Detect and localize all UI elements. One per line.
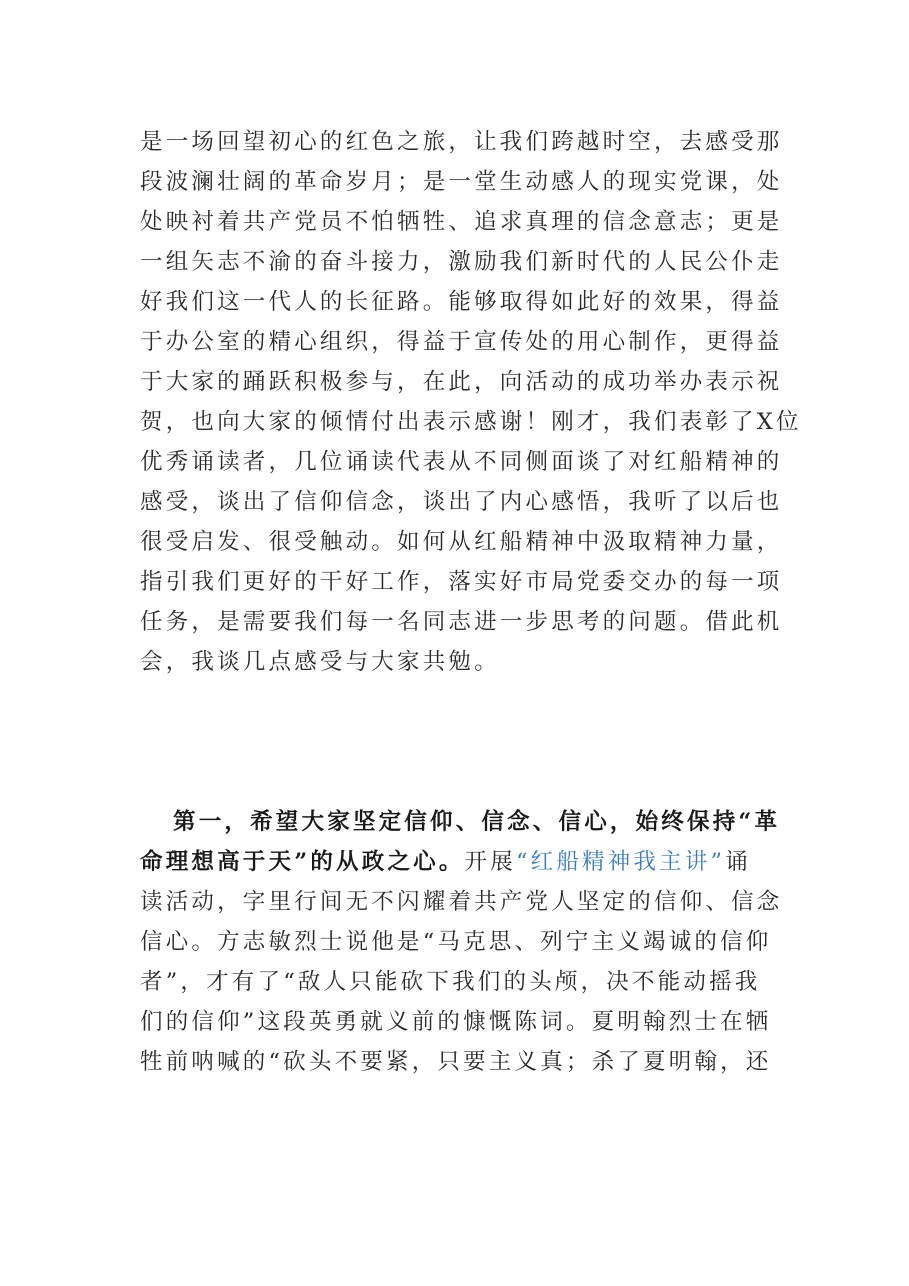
activity-link[interactable]: “红船精神我主讲” bbox=[515, 849, 726, 875]
paragraph-line: 好我们这一代人的长征路。能够取得如此好的效果，得益 bbox=[140, 289, 783, 315]
paragraph-2 bbox=[140, 802, 783, 1082]
paragraph-line: 读活动，字里行间无不闪耀着共产党人坚定的信仰、信念 bbox=[140, 889, 783, 915]
paragraph-line: 一组矢志不渝的奋斗接力，激励我们新时代的人民公仆走 bbox=[140, 249, 783, 275]
paragraph-line: 于办公室的精心组织，得益于宣传处的用心制作，更得益 bbox=[140, 329, 783, 355]
paragraph-line: 们的信仰”这段英勇就义前的慷慨陈词。夏明翰烈士在牺 bbox=[140, 1009, 772, 1035]
section-heading-text: 命理想高于天”的从政之心。 bbox=[140, 849, 465, 875]
section-heading-line bbox=[140, 842, 772, 882]
paragraph-line: 牲前呐喊的“砍头不要紧，只要主义真；杀了夏明翰，还 bbox=[140, 1049, 772, 1075]
paragraph-text: 开展 bbox=[464, 849, 516, 875]
paragraph-text: 诵 bbox=[725, 849, 751, 875]
paragraph-line: 段波澜壮阔的革命岁月；是一堂生动感人的现实党课，处 bbox=[140, 169, 783, 195]
paragraph-line: 感受，谈出了信仰信念，谈出了内心感悟，我听了以后也 bbox=[140, 489, 783, 515]
paragraph-line: 会，我谈几点感受与大家共勉。 bbox=[140, 649, 500, 675]
paragraph-line: 信心。方志敏烈士说他是“马克思、列宁主义竭诚的信仰 bbox=[140, 929, 772, 955]
paragraph-line: 是一场回望初心的红色之旅，让我们跨越时空，去感受那 bbox=[140, 129, 783, 155]
section-heading-text: 第一，希望大家坚定信仰、信念、信心，始终保持“革 bbox=[173, 809, 781, 835]
paragraph-line: 者”，才有了“敌人只能砍下我们的头颅，决不能动摇我 bbox=[140, 969, 761, 995]
paragraph-1 bbox=[140, 122, 802, 682]
paragraph-line: 很受启发、很受触动。如何从红船精神中汲取精神力量， bbox=[140, 529, 783, 555]
paragraph-line: 指引我们更好的干好工作，落实好市局党委交办的每一项 bbox=[140, 569, 783, 595]
paragraph-line: 于大家的踊跃积极参与，在此，向活动的成功举办表示祝 bbox=[140, 369, 783, 395]
paragraph-line: 贺，也向大家的倾情付出表示感谢！刚才，我们表彰了X位 bbox=[140, 409, 802, 435]
paragraph-line: 处映衬着共产党员不怕牺牲、追求真理的信念意志；更是 bbox=[140, 209, 783, 235]
paragraph-line: 优秀诵读者，几位诵读代表从不同侧面谈了对红船精神的 bbox=[140, 449, 783, 475]
section-heading-line bbox=[140, 802, 781, 842]
paragraph-line: 任务，是需要我们每一名同志进一步思考的问题。借此机 bbox=[140, 609, 783, 635]
